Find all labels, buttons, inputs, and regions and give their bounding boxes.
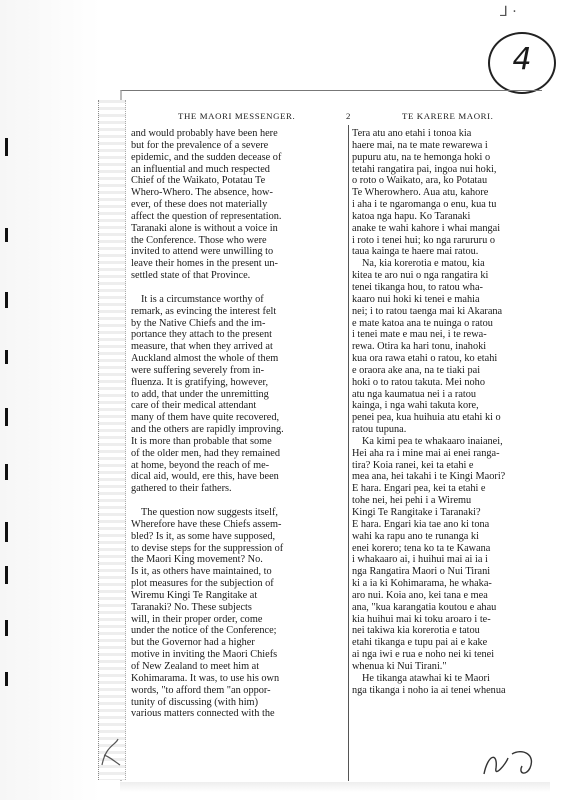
page-number-text: 4 — [512, 42, 532, 77]
text-line: whenua ki Nui Tirani." — [352, 660, 447, 672]
text-line: Na, kia korerotia e matou, kia — [362, 258, 485, 270]
text-line: epidemic, and the sudden decease of — [131, 151, 282, 163]
text-line: ai nga iwi e rua e noho nei ki tenei — [352, 649, 495, 661]
text-line: Hei aha ra i mine mai ai enei ranga- — [352, 447, 500, 459]
text-line: Chief of the Waikato, Potatau Te — [131, 175, 266, 187]
text-line: and the others are rapidly improving. — [131, 424, 284, 436]
text-line: Wiremu Kingi Te Rangitake at — [131, 589, 258, 601]
text-line: e oraora ake ana, na te tiaki pai — [352, 364, 481, 376]
english-column — [131, 128, 344, 720]
text-line: i whakaaro ai, i huihui mai ai ia i — [352, 554, 488, 566]
text-line: kainga, i nga wahi takuta kore, — [352, 400, 479, 412]
text-line: but for the prevalence of a severe — [131, 139, 269, 151]
text-line: kaaro nui hoki ki tenei e mahia — [352, 293, 480, 305]
text-line: wahi ka rapu ano te runanga ki — [352, 530, 479, 542]
text-line: of the older men, had they remained — [131, 447, 280, 459]
text-line: nga Rangatira Maori o Nui Tirani — [352, 566, 491, 578]
punch-mark — [5, 350, 8, 364]
text-line: the Conference. Those who were — [131, 234, 267, 246]
corner-annotation: ⅃ · — [500, 4, 517, 20]
text-line: Ka kimi pea te whakaaro inaianei, — [362, 435, 503, 447]
text-line: an influential and much respected — [131, 163, 270, 175]
punch-mark — [5, 408, 8, 426]
text-line: etahi tikanga e tupu pai ai e kake — [352, 637, 488, 649]
text-line: mea ana, hei takahi i te Kingi Maori? — [352, 471, 506, 483]
ornament-icon — [98, 735, 124, 771]
text-line — [131, 495, 344, 507]
punch-mark — [5, 138, 8, 156]
text-line: Te Wherowhero. Aua atu, kahore — [352, 187, 489, 199]
text-line: but the Governor had a higher — [131, 637, 255, 649]
header-english-title: THE MAORI MESSENGER. — [178, 111, 296, 121]
text-line: tohe nei, hei pehi i a Wiremu — [352, 495, 472, 507]
punch-mark — [5, 464, 8, 480]
text-line: pupuru atu, na te hemonga hoki o — [352, 151, 491, 163]
decorative-border — [98, 100, 126, 780]
text-line: E hara. Engari kia tae ano ki tona — [352, 518, 490, 530]
text-line: nei takiwa kia korerotia e tatou — [352, 625, 480, 637]
text-line: Kohimarama. It was, to use his own — [131, 672, 280, 684]
text-line: motive in inviting the Maori Chiefs — [131, 649, 278, 661]
text-line: invited to attend were unwilling to — [131, 246, 274, 258]
text-line: Auckland almost the whole of them — [131, 353, 279, 365]
text-line: It is a circumstance worthy of — [141, 293, 264, 305]
text-line: He tikanga atawhai ki te Maori — [362, 672, 490, 684]
text-line: the Maori King movement? No. — [131, 554, 263, 566]
text-line: nei; i to ratou taenga mai ki Akarana — [352, 305, 503, 317]
text-line: Tera atu ano etahi i tonoa kia — [352, 128, 472, 139]
text-line: katoa nga hapu. Ko Taranaki — [352, 210, 471, 222]
text-line: tenei tikanga hou, to ratou wha- — [352, 281, 483, 293]
text-line: o roto o Waikato, ara, ko Potatau — [352, 175, 488, 187]
text-line: nga tikanga i noho ia ai tenei whenua — [352, 684, 506, 696]
punch-mark — [5, 228, 8, 242]
text-line: settled state of that Province. — [131, 270, 251, 282]
text-line: Kingi Te Rangitake i Taranaki? — [352, 507, 481, 518]
text-line: many of them have quite recovered, — [131, 412, 280, 424]
scan-margin — [0, 0, 100, 800]
text-line: i tenei mate e mau nei, i te rewa- — [352, 329, 487, 341]
text-line — [131, 282, 344, 294]
signature-scribble-icon — [478, 744, 544, 784]
text-line: affect the question of representation. — [131, 210, 282, 222]
text-line: to add, that under the unremitting — [131, 388, 269, 400]
text-line: fluenza. It is gratifying, however, — [131, 376, 269, 388]
text-line: tunity of discussing (with him) — [131, 696, 258, 708]
handwritten-page-number — [488, 32, 556, 94]
text-line: enei korero; tena ko ta te Kawana — [352, 542, 491, 554]
text-line: i roto i tenei hui; ko nga rarururu o — [352, 234, 495, 246]
text-line: rewa. Otira ka hari tonu, inahoki — [352, 341, 487, 353]
text-line: various matters connected with the — [131, 708, 275, 720]
text-line: kua ora rawa etahi o ratou, ko etahi — [352, 353, 498, 365]
text-line: portance they attach to the present — [131, 329, 272, 341]
column-divider — [348, 125, 349, 781]
text-line: by the Native Chiefs and the im- — [131, 317, 266, 329]
text-line: anake te wahi kahore i whai mangai — [352, 222, 501, 234]
text-line: remark, as evincing the interest felt — [131, 305, 277, 317]
text-line: tira? Koia ranei, kei ta etahi e — [352, 459, 474, 471]
text-line: Taranaki? No. These subjects — [131, 601, 252, 613]
punch-mark — [5, 672, 8, 686]
text-line: aro nui. Koia ano, kei tana e mea — [352, 589, 488, 601]
text-line: kitea te aro nui o nga rangatira ki — [352, 270, 489, 282]
text-line: ratou tupuna. — [352, 424, 407, 436]
text-line: under the notice of the Conference; — [131, 625, 277, 637]
text-line: were suffering severely from in- — [131, 364, 265, 376]
text-line: kia huihui mai ki toku aroaro i te- — [352, 613, 491, 625]
text-line: e mate katoa ana te nuinga o ratou — [352, 317, 493, 329]
page-header — [140, 111, 535, 125]
text-line: at home, beyond the reach of me- — [131, 459, 270, 471]
text-line: leave their homes in the present un- — [131, 258, 278, 270]
text-line: care of their medical attendant — [131, 400, 257, 412]
text-line: plot measures for the subjection of — [131, 578, 274, 590]
text-line: It is more than probable that some — [131, 435, 272, 447]
text-line: ana, "kua karangatia koutou e ahau — [352, 601, 497, 613]
text-line: Wherefore have these Chiefs assem- — [131, 518, 282, 530]
header-page-number: 2 — [346, 111, 351, 121]
maori-column — [352, 128, 536, 697]
text-line: to devise steps for the suppression of — [131, 542, 284, 554]
punch-mark — [5, 522, 8, 542]
text-line: Taranaki alone is without a voice in — [131, 222, 278, 234]
text-line: bled? Is it, as some have supposed, — [131, 530, 276, 542]
header-maori-title: TE KARERE MAORI. — [402, 111, 494, 121]
text-line: i aha i te ngaromanga o enu, kua tu — [352, 199, 497, 211]
text-line: tetahi rangatira pai, ingoa nui hoki, — [352, 163, 497, 175]
text-line: E hara. Engari pea, kei ta etahi e — [352, 483, 486, 495]
page-bottom-edge — [120, 782, 550, 792]
text-line: Is it, as others have maintained, to — [131, 566, 272, 578]
text-line: taua kainga te haere mai ratou. — [352, 246, 479, 258]
text-line: words, "to afford them "an oppor- — [131, 684, 271, 696]
text-line: atu nga kaumatua nei i a ratou — [352, 388, 477, 400]
text-line: ever, of these does not materially — [131, 199, 268, 211]
punch-mark — [5, 292, 8, 308]
text-line: haere mai, na te mate rewarewa i — [352, 139, 488, 151]
text-line: dical aid, would, ere this, have been — [131, 471, 279, 483]
text-line: The question now suggests itself, — [141, 507, 278, 518]
text-line: measure, that when they arrived at — [131, 341, 273, 353]
text-line: gathered to their fathers. — [131, 483, 232, 495]
text-line: will, in their proper order, come — [131, 613, 263, 625]
text-line: Whero-Whero. The absence, how- — [131, 187, 273, 199]
text-line: hoki o to ratou takuta. Mei noho — [352, 376, 485, 388]
text-line: penei pea, kua huihuia atu etahi ki o — [352, 412, 501, 424]
punch-mark — [5, 620, 8, 636]
punch-mark — [5, 566, 8, 584]
text-line: of New Zealand to meet him at — [131, 660, 260, 672]
text-line: ki a ia ki Kohimarama, he whaka- — [352, 578, 492, 590]
text-line: and would probably have been here — [131, 128, 278, 139]
